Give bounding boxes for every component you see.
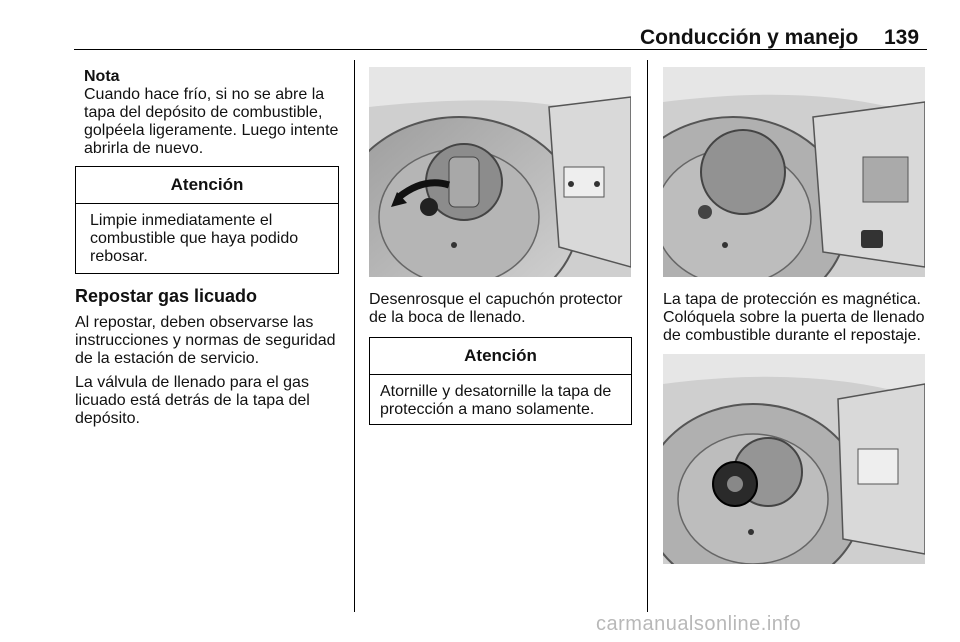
caution-line: protección a mano solamente. — [380, 401, 595, 418]
paragraph-line: depósito. — [75, 410, 140, 427]
caution-line: Atornille y desatornille la tapa de — [380, 383, 612, 400]
note-block — [84, 68, 346, 158]
caution-text — [370, 375, 631, 419]
paragraph-1 — [75, 314, 350, 368]
page-title: Conducción y manejo — [640, 26, 859, 49]
watermark: carmanualsonline.info — [596, 613, 802, 635]
paragraph-line: licuado está detrás de la tapa del — [75, 392, 310, 409]
caution-line: rebosar. — [90, 248, 148, 265]
caution-line: combustible que haya podido — [90, 230, 299, 247]
caution-box-2 — [369, 337, 632, 425]
caption-magnetic — [663, 291, 933, 345]
illustration-gas-valve — [663, 354, 925, 564]
caution-title: Atención — [76, 167, 338, 204]
note-line: Cuando hace frío, si no se abre la — [84, 86, 325, 103]
paragraph-2 — [75, 374, 350, 428]
caption-line: Colóquela sobre la puerta de llenado — [663, 309, 925, 326]
note-line: tapa del depósito de combustible, — [84, 104, 323, 121]
caution-text — [76, 204, 338, 266]
column-divider-2 — [647, 60, 648, 612]
paragraph-line: Al repostar, deben observarse las — [75, 314, 314, 331]
caution-box-1 — [75, 166, 339, 274]
paragraph-line: de la estación de servicio. — [75, 350, 260, 367]
section-title: Repostar gas licuado — [75, 286, 258, 306]
caption-line: La tapa de protección es magnética. — [663, 291, 921, 308]
paragraph-line: La válvula de llenado para el gas — [75, 374, 309, 391]
caption-line: de combustible durante el repostaje. — [663, 327, 921, 344]
column-divider-1 — [354, 60, 355, 612]
note-title: Nota — [84, 68, 120, 85]
caption-unscrew — [369, 291, 639, 327]
caution-line: Limpie inmediatamente el — [90, 212, 273, 229]
note-line: abrirla de nuevo. — [84, 140, 204, 157]
caption-line: de la boca de llenado. — [369, 309, 526, 326]
header-rule — [74, 49, 927, 50]
illustration-magnetic-cap — [663, 67, 925, 277]
caution-title: Atención — [370, 338, 631, 375]
caption-line: Desenrosque el capuchón protector — [369, 291, 623, 308]
illustration-unscrew-cap — [369, 67, 631, 277]
paragraph-line: instrucciones y normas de seguridad — [75, 332, 336, 349]
note-line: golpéela ligeramente. Luego intente — [84, 122, 339, 139]
page-number: 139 — [884, 26, 920, 49]
